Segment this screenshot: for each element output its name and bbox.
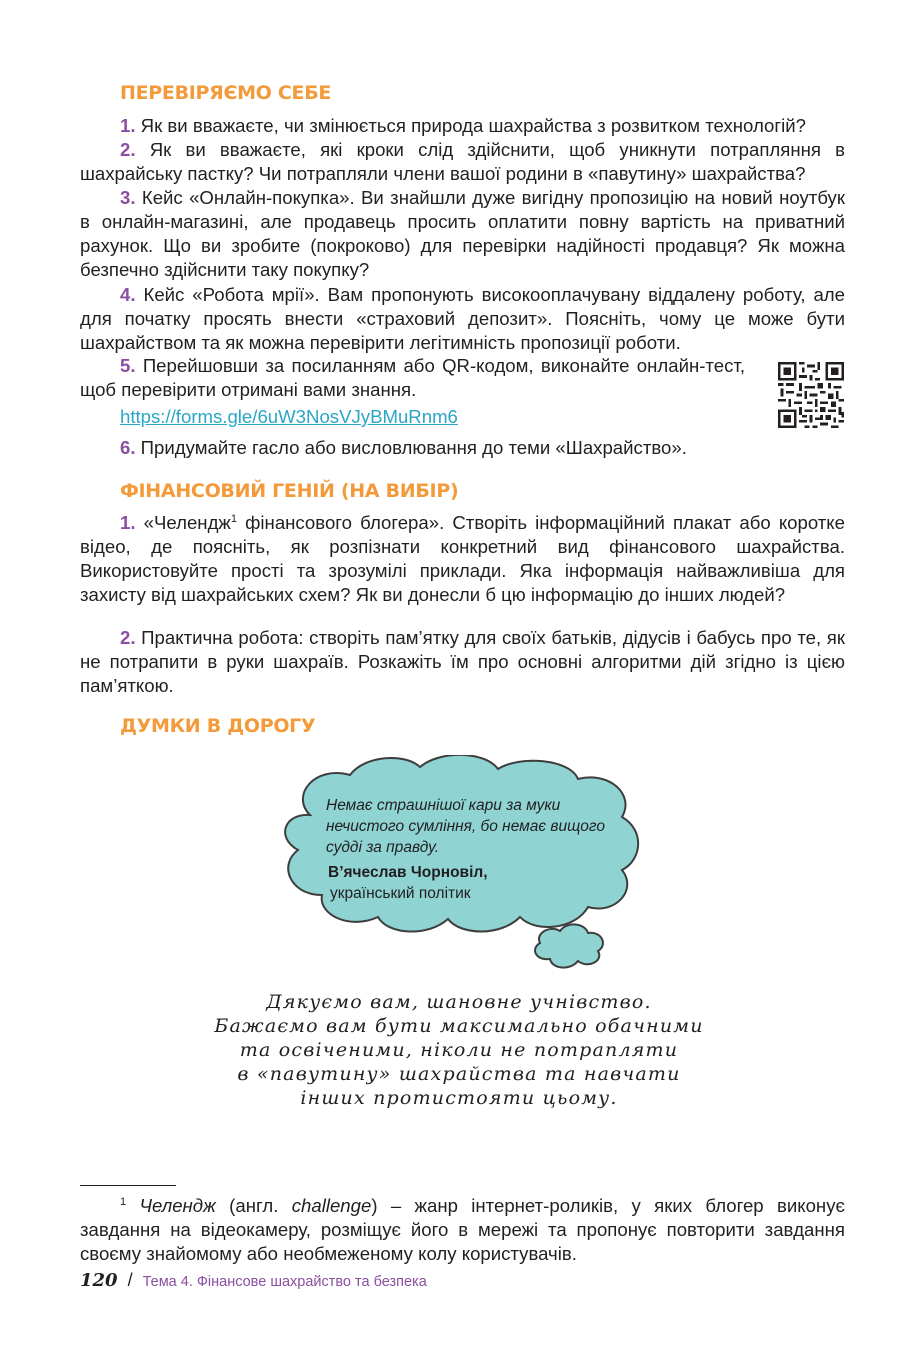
task-number: 2.: [120, 627, 136, 648]
question-number: 5.: [120, 355, 136, 376]
closing-line: Дякуємо вам, шановне учнівство.: [266, 991, 652, 1013]
question-number: 3.: [120, 187, 136, 208]
question-number: 1.: [120, 115, 136, 136]
footnote-text: ) – жанр інтернет-роликів, у яких блогер виконує завдання на відеокамеру, розміщує його в мережі та пропонує повторити завдання своєму знайомому або необмеженому колу користувачів.: [80, 1195, 845, 1265]
section-heading-thoughts-on-the-road: ДУМКИ В ДОРОГУ: [120, 715, 316, 737]
task-text: «Челендж: [135, 512, 231, 534]
task-1: [80, 507, 845, 607]
closing-line: Бажаємо вам бути максимально обачними: [214, 1015, 704, 1037]
page-footer: [80, 1270, 427, 1291]
task-number: 1.: [120, 512, 136, 534]
qr-code-icon[interactable]: [778, 362, 844, 428]
task-text: фінансового блогера». Створіть інформаційний плакат або коротке відео, де поясніть, як розпізнати конкретний вид фінансового шахрайства. Використовуйте прості та зрозумілі приклади. Яка інформація найважливіша для захисту від шахрайських схем? Як ви донесли б цю інформацію до інших людей?: [80, 512, 845, 606]
quote-author: В’ячеслав Чорновіл,: [328, 864, 488, 881]
question-2: [80, 138, 845, 186]
question-text: Як ви вважаєте, чи змінюється природа шахрайства з розвитком технологій?: [135, 115, 807, 136]
test-link[interactable]: https://forms.gle/6uW3NosVJyBMuRnm6: [120, 406, 458, 427]
footnote-ref[interactable]: 1: [230, 513, 237, 525]
footnote-divider: [80, 1185, 176, 1186]
footer-separator: /: [127, 1270, 133, 1290]
question-5: [80, 354, 745, 402]
task-2: [80, 626, 845, 698]
question-number: 2.: [120, 139, 136, 160]
footnote-english-term: challenge: [291, 1195, 372, 1217]
page-number: 120: [80, 1270, 118, 1291]
question-text: Перейшовши за посиланням або QR-кодом, виконайте онлайн-тест, щоб перевірити отримані вами знання.: [80, 355, 745, 400]
closing-line: інших протистояти цьому.: [300, 1087, 618, 1109]
question-6: [80, 436, 845, 460]
footnote-text: (англ.: [215, 1195, 292, 1217]
footnote-term: Челендж: [139, 1195, 216, 1217]
quote-text: Немає страшнішої кари за муки нечистого сумління, бо немає вищого судді за правду.: [326, 797, 605, 856]
task-text: Практична робота: створіть пам’ятку для своїх батьків, дідусів і бабусь про те, як не потрапити в руки шахраїв. Розкажіть їм про основні алгоритми дій згідно із цією пам’яткою.: [80, 627, 845, 696]
question-number: 4.: [120, 284, 136, 305]
question-text: Придумайте гасло або висловлювання до теми «Шахрайство».: [135, 437, 687, 458]
question-text: Кейс «Робота мрії». Вам пропонують високооплачувану віддалену роботу, але для початку просять внести «страховий депозит». Поясніть, чому це може бути шахрайством та як можна перевірити легітимність пропозиції роботи.: [80, 284, 845, 353]
quote-author-role: український політик: [330, 885, 471, 902]
question-number: 6.: [120, 437, 136, 458]
closing-line: в «павутину» шахрайства та навчати: [237, 1063, 681, 1085]
question-3: [80, 186, 845, 282]
footnote-marker: 1: [120, 1196, 127, 1208]
question-text: Кейс «Онлайн-покупка». Ви знайшли дуже вигідну пропозицію на новий ноутбук в онлайн-магазині, але продавець просить оплатити повну вартість на приватний рахунок. Що ви зробите (покроково) для перевірки надійності продавця? Як можна безпечно здійснити таку покупку?: [80, 187, 845, 280]
question-4: [80, 283, 845, 355]
question-text: Як ви вважаєте, які кроки слід здійснити, щоб уникнути потрапляння в шахрайську пастку? Чи потрапляли члени вашої родини в «павутину» шахрайства?: [80, 139, 845, 184]
section-heading-check-yourself: ПЕРЕВІРЯЄМО СЕБЕ: [120, 82, 332, 104]
section-heading-financial-genius: ФІНАНСОВИЙ ГЕНІЙ (НА ВИБІР): [120, 480, 459, 502]
closing-message: [200, 990, 718, 1110]
footer-topic: Тема 4. Фінансове шахрайство та безпека: [142, 1274, 427, 1290]
footnote: [80, 1190, 845, 1266]
question-1: [80, 114, 845, 138]
closing-line: та освіченими, ніколи не потрапляти: [239, 1039, 679, 1061]
